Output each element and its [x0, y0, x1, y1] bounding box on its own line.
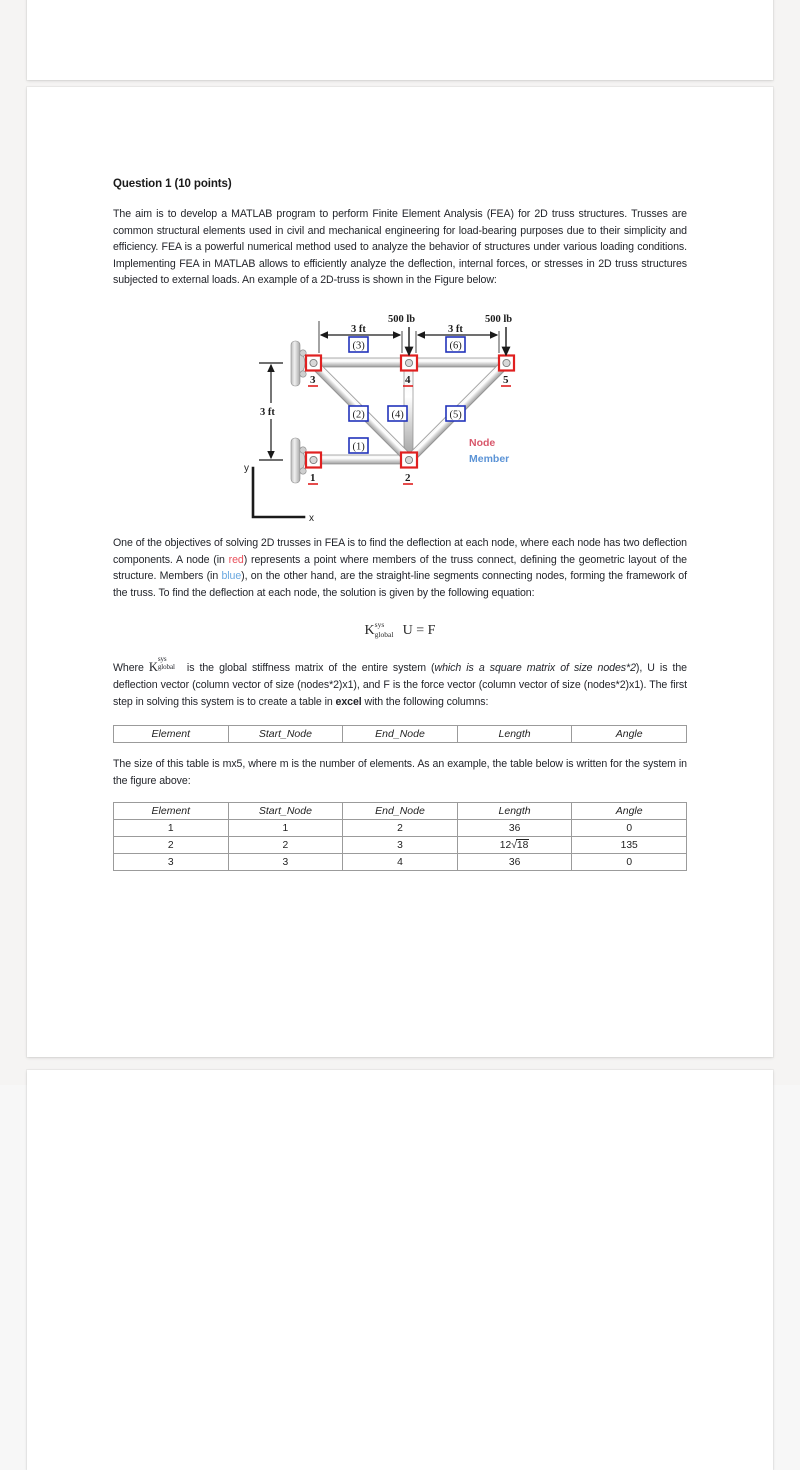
page-content: [113, 178, 687, 871]
para3-bold-excel: excel: [335, 695, 362, 708]
para3-part3: ), U is the deflection vector (column vector of size (nodes*2)x1), and F is the force vector (column vector of size (nodes*2)x1). The first step in solving this system is to create a table in: [113, 662, 687, 708]
header-start-node: Start_Node: [228, 803, 343, 820]
cell-length: [457, 837, 572, 854]
para3-k-superscript: sys: [157, 655, 167, 664]
node-2: [401, 452, 417, 467]
table-row: [114, 820, 687, 837]
para3-part2: is the global stiffness matrix of the entire system (: [181, 662, 435, 675]
paragraph-table-size: The size of this table is mx5, where m is the number of elements. As an example, the table below is written for the system in the figure above:: [113, 758, 687, 787]
paragraph-objectives: [113, 535, 687, 601]
para2-part3: ), on the other hand, are the straight-line segments connecting nodes, forming the framework of the truss. To find the deflection at each node, the solution is given by the following equation:: [113, 570, 687, 599]
cell-start-node: 3: [228, 854, 343, 871]
cell-end-node: 2: [343, 820, 458, 837]
cell-end-node: 4: [343, 854, 458, 871]
example-elements-table: [113, 802, 687, 871]
svg-text:(1): (1): [352, 441, 365, 453]
header-start-node: Start_Node: [228, 726, 343, 743]
node-3: [306, 355, 321, 370]
dim-label-top-left: 3 ft: [351, 323, 366, 335]
node-5: [499, 355, 514, 370]
svg-text:(3): (3): [352, 340, 365, 352]
cell-angle: 0: [572, 854, 687, 871]
wall-support-upper: [291, 341, 306, 386]
sqrt-coefficient: 12: [499, 839, 512, 851]
member-label-2: [349, 406, 368, 421]
para3-k-symbol: [148, 655, 175, 676]
table-row: [114, 837, 687, 854]
cell-end-node: 3: [343, 837, 458, 854]
paragraph-intro: The aim is to develop a MATLAB program to perform Finite Element Analysis (FEA) for 2D truss structures. Trusses are common structural elements used in civil and mechanical engineering for load-bearing purposes due to their simplicity and efficiency. FEA is a powerful numerical method used to analyze the behavior of structures under various loading conditions. Implementing FEA in MATLAB allows to efficiently analyze the deflection, internal forces, or stresses in 2D truss structures subjected to external loads. An example of a 2D-truss is shown in the Figure below:: [113, 208, 687, 287]
equation-k-subscript: global: [374, 630, 394, 640]
para2-blue-word: blue: [221, 570, 242, 583]
paragraph-definitions: [113, 655, 687, 710]
equation-k-base: K: [364, 623, 375, 639]
header-element: Element: [114, 726, 229, 743]
table-header-row: [114, 726, 687, 743]
para3-k-base: K: [148, 660, 158, 675]
node-label-1: 1: [310, 471, 316, 484]
node-label-4: 4: [405, 373, 411, 386]
wall-support-lower: [291, 438, 306, 483]
header-element: Element: [114, 803, 229, 820]
member-label-3: [349, 337, 368, 352]
legend-member-label: Member: [469, 452, 510, 465]
stiffness-equation: [113, 620, 687, 640]
load-label-2: 500 lb: [485, 313, 513, 325]
svg-text:(5): (5): [449, 409, 462, 421]
cell-angle: 0: [572, 820, 687, 837]
para2-red-word: red: [228, 553, 244, 566]
truss-diagram-svg: [113, 305, 687, 535]
sqrt-radicand: 18: [516, 839, 529, 851]
truss-figure: [113, 305, 687, 535]
member-label-1: [349, 438, 368, 453]
page-title: Question 1 (10 points): [113, 178, 232, 190]
cell-element: 3: [114, 854, 229, 871]
header-angle: Angle: [572, 726, 687, 743]
member-label-6: [446, 337, 465, 352]
header-angle: Angle: [572, 803, 687, 820]
table-header-row: [114, 803, 687, 820]
node-label-3: 3: [310, 373, 316, 386]
node-label-2: 2: [405, 471, 411, 484]
sqrt-expression: [500, 840, 530, 851]
para3-part4: with the following columns:: [361, 695, 489, 708]
para3-part1: Where: [113, 662, 149, 675]
para2-part2: ) represents a point where members of the truss connect, defining the geometric layout of the structure. Members (in: [113, 553, 687, 583]
para2-part1: One of the objectives of solving 2D trusses in FEA is to find the deflection at each node, where each node has two deflection components. A node (in: [113, 536, 687, 566]
para3-italic-note: which is a square matrix of size nodes*2: [434, 662, 636, 675]
page-sheet-next: [27, 1070, 773, 1470]
equation-k-superscript: sys: [374, 620, 385, 630]
cell-length: 36: [457, 854, 572, 871]
member-label-4: [388, 406, 407, 421]
load-label-1: 500 lb: [388, 313, 416, 325]
dim-label-vertical: 3 ft: [260, 406, 275, 418]
node-4: [401, 355, 417, 370]
legend-node-label: Node: [469, 436, 496, 449]
svg-text:(4): (4): [391, 409, 404, 421]
header-length: Length: [457, 803, 572, 820]
header-length: Length: [457, 726, 572, 743]
page-sheet-previous: [27, 0, 773, 80]
equation-remainder: U = F: [402, 623, 436, 639]
table-row: [114, 854, 687, 871]
blank-table-wrapper: [113, 725, 687, 743]
cell-start-node: 1: [228, 820, 343, 837]
svg-text:(6): (6): [449, 340, 462, 352]
axis-label-x: x: [309, 512, 314, 524]
para3-k-subscript: global: [157, 663, 175, 672]
svg-text:(2): (2): [352, 409, 365, 421]
dimension-left: [259, 363, 283, 460]
cell-start-node: 2: [228, 837, 343, 854]
sqrt-glyph: √: [511, 839, 517, 851]
member-label-5: [446, 406, 465, 421]
cell-angle: 135: [572, 837, 687, 854]
blank-columns-table: [113, 725, 687, 743]
node-1: [306, 452, 321, 467]
header-end-node: End_Node: [343, 803, 458, 820]
cell-element: 2: [114, 837, 229, 854]
dim-label-top-right: 3 ft: [448, 323, 463, 335]
header-end-node: End_Node: [343, 726, 458, 743]
axis-label-y: y: [244, 462, 249, 474]
cell-length: 36: [457, 820, 572, 837]
example-table-wrapper: [113, 802, 687, 871]
equation-k-symbol: [364, 620, 394, 640]
node-label-5: 5: [503, 373, 509, 386]
cell-element: 1: [114, 820, 229, 837]
